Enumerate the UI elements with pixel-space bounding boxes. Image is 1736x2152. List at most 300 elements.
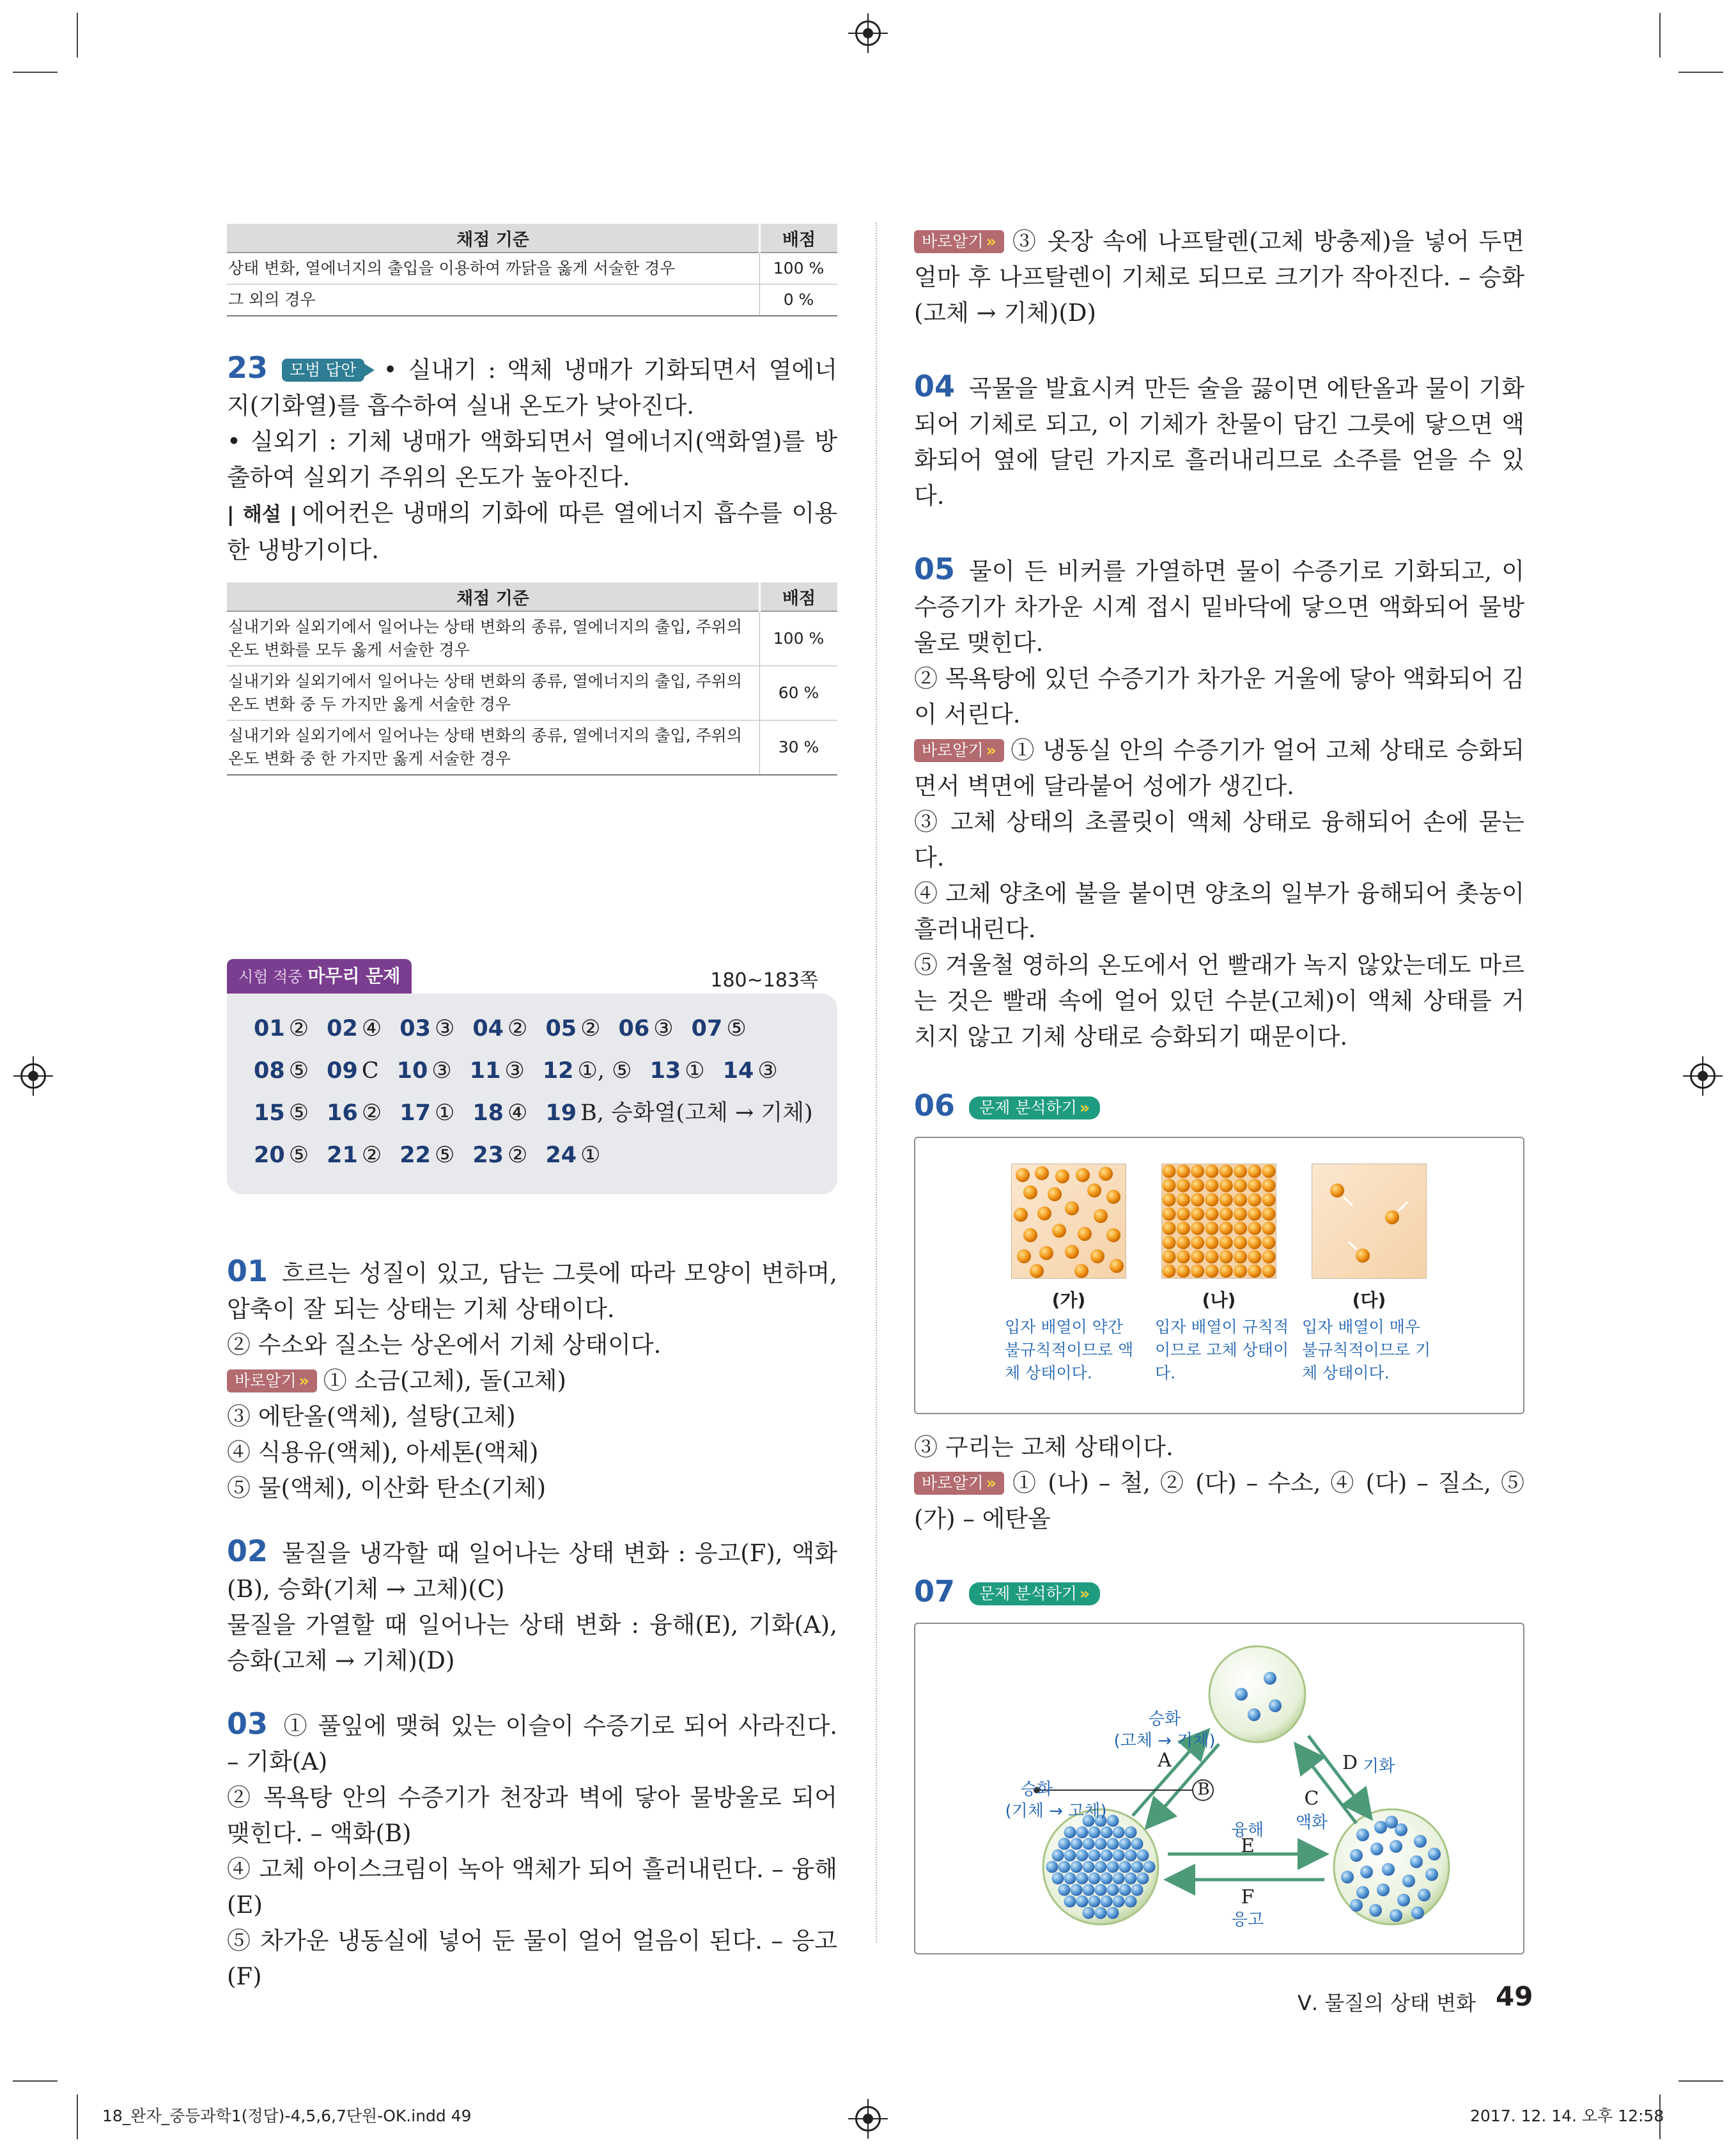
answer-line: ③ 에탄올(액체), 설탕(고체) xyxy=(227,1403,516,1430)
particle xyxy=(1087,1183,1101,1197)
particle xyxy=(1137,1850,1149,1862)
particle xyxy=(1390,1909,1402,1922)
answer-number: 08 xyxy=(254,1058,285,1084)
answer-number: 14 xyxy=(722,1058,754,1084)
score-table-23 xyxy=(227,582,837,776)
state-caption: 입자 배열이 규칙적이므로 고체 상태이다. xyxy=(1155,1318,1289,1382)
solid-particles-image xyxy=(1161,1164,1276,1279)
particle xyxy=(1177,1236,1190,1249)
particle xyxy=(1046,1861,1058,1873)
particle xyxy=(1119,1884,1131,1896)
crop-mark xyxy=(1659,13,1661,58)
particle xyxy=(1262,1222,1276,1235)
particle xyxy=(1131,1884,1143,1896)
answer-number: 15 xyxy=(254,1100,285,1126)
particle xyxy=(1248,1222,1261,1235)
particle xyxy=(1377,1883,1390,1896)
registration-mark-icon xyxy=(855,20,881,46)
baro-tag xyxy=(227,1369,317,1392)
particle xyxy=(1143,1861,1156,1873)
table-cell: 0 % xyxy=(760,285,838,316)
particle xyxy=(1107,1861,1119,1873)
particle xyxy=(1039,1246,1053,1260)
particle xyxy=(1163,1265,1176,1278)
answer-item xyxy=(254,1100,309,1126)
answer-value: ⑤ xyxy=(288,1142,309,1168)
explanation-label: | 해설 | xyxy=(227,503,297,526)
answer-item xyxy=(545,1142,600,1168)
question-05 xyxy=(914,551,1524,1055)
answer-line: ④ 고체 양초에 불을 붙이면 양초의 일부가 융해되어 촛농이 흘러내린다. xyxy=(914,880,1524,943)
particle xyxy=(1248,1193,1261,1206)
registration-mark-icon xyxy=(1690,1063,1716,1089)
answer-number: 17 xyxy=(399,1100,431,1126)
table-cell: 상태 변화, 열에너지의 출입을 이용하여 까닭을 옳게 서술한 경우 xyxy=(227,253,760,285)
model-answer-tag: 모범 답안 xyxy=(282,359,364,382)
particle xyxy=(1220,1250,1233,1263)
particle xyxy=(1095,1884,1107,1896)
answer-pages: 180~183쪽 xyxy=(710,969,818,992)
answer-line: ① (나) – 철, ② (다) – 수소, ④ (다) – 질소, ⑤ (가) – 에탄올 xyxy=(914,1469,1524,1532)
particle xyxy=(1037,1206,1051,1220)
question-text: 물질을 가열할 때 일어나는 상태 변화 : 융해(E), 기화(A), 승화(고체 → 기체)(D) xyxy=(227,1611,837,1674)
state-change-diagram xyxy=(914,1623,1524,1954)
particle xyxy=(1071,1861,1083,1873)
answer-item xyxy=(327,1100,382,1126)
particle xyxy=(1262,1165,1276,1178)
particle xyxy=(1350,1899,1363,1912)
particle xyxy=(1071,1838,1083,1850)
particle xyxy=(1089,1850,1101,1862)
answer-number: 03 xyxy=(399,1016,431,1041)
particle xyxy=(1220,1179,1233,1192)
answer-value: ⑤ xyxy=(288,1058,309,1084)
particle xyxy=(1163,1193,1176,1206)
particle xyxy=(1234,1207,1247,1220)
particle xyxy=(1125,1873,1137,1885)
particle xyxy=(1191,1265,1204,1278)
crop-mark xyxy=(1678,72,1723,73)
particle xyxy=(1058,1884,1071,1896)
particle xyxy=(1107,1884,1119,1896)
particle xyxy=(1248,1179,1261,1192)
particle xyxy=(1191,1179,1204,1192)
particle xyxy=(1234,1193,1247,1206)
particle xyxy=(1220,1165,1233,1178)
particle xyxy=(1110,1259,1124,1273)
analysis-tag-label: 문제 분석하기 xyxy=(979,1098,1077,1117)
particle xyxy=(1191,1165,1204,1178)
answer-number: 05 xyxy=(545,1016,577,1041)
answer-row xyxy=(254,1134,825,1176)
question-text: 물질을 냉각할 때 일어나는 상태 변화 : 응고(F), 액화(B), 승화(기체 → 고체)(C) xyxy=(227,1540,837,1603)
particle xyxy=(1262,1179,1276,1192)
particle xyxy=(1191,1193,1204,1206)
particle xyxy=(1234,1179,1247,1192)
particle xyxy=(1418,1889,1430,1901)
answer-line: ① 소금(고체), 돌(고체) xyxy=(323,1367,566,1394)
particle xyxy=(1205,1193,1218,1206)
particle xyxy=(1262,1193,1276,1206)
answer-line: • 실외기 : 기체 냉매가 액화되면서 열에너지(액화열)를 방출하여 실외기 주위의 온도가 높아진다. xyxy=(227,428,837,491)
particle xyxy=(1205,1207,1218,1220)
table-cell: 실내기와 실외기에서 일어나는 상태 변화의 종류, 열에너지의 출입, 주위의 온도 변화를 모두 옳게 서술한 경우 xyxy=(227,611,760,666)
table-cell: 60 % xyxy=(760,666,838,721)
registration-mark-icon xyxy=(855,2106,881,2132)
answer-value: ② xyxy=(361,1100,382,1126)
particle xyxy=(1083,1838,1095,1850)
liquefaction-label: 액화 xyxy=(1295,1813,1328,1832)
answer-line: ④ 고체 아이스크림이 녹아 액체가 되어 흘러내린다. – 융해(E) xyxy=(227,1855,837,1919)
answer-number: 19 xyxy=(545,1100,577,1126)
particle xyxy=(1220,1236,1233,1249)
particle xyxy=(1101,1850,1113,1862)
particle xyxy=(1385,1816,1398,1828)
state-caption: 입자 배열이 매우 불규칙적이므로 기체 상태이다. xyxy=(1302,1318,1431,1382)
table-header-points: 배점 xyxy=(760,224,838,253)
table-header-criteria: 채점 기준 xyxy=(227,582,760,611)
particle xyxy=(1090,1249,1104,1263)
particle xyxy=(1095,1838,1107,1850)
question-06-answers xyxy=(914,1430,1524,1537)
answer-number: 12 xyxy=(542,1058,574,1084)
particle xyxy=(1177,1222,1190,1235)
answer-item xyxy=(254,1142,309,1168)
answer-line: ⑤ 물(액체), 이산화 탄소(기체) xyxy=(227,1474,546,1502)
particle xyxy=(1177,1179,1190,1192)
answer-number: 09 xyxy=(327,1058,358,1084)
particle xyxy=(1205,1165,1218,1178)
answer-number: 16 xyxy=(327,1100,358,1126)
particle xyxy=(1052,1224,1066,1238)
answer-number: 23 xyxy=(472,1142,504,1168)
answer-value: ④ xyxy=(361,1016,382,1041)
crop-mark xyxy=(13,2080,58,2082)
particle xyxy=(1076,1168,1090,1182)
particle xyxy=(1023,1228,1037,1242)
arrow-label-c: C xyxy=(1304,1788,1319,1810)
particle xyxy=(1428,1848,1441,1860)
right-column xyxy=(914,224,1524,1954)
table-cell: 실내기와 실외기에서 일어나는 상태 변화의 종류, 열에너지의 출입, 주위의 온도 변화 중 두 가지만 옳게 서술한 경우 xyxy=(227,666,760,721)
particle xyxy=(1414,1835,1427,1848)
question-06 xyxy=(914,1088,1524,1537)
freezing-label: 응고 xyxy=(1231,1910,1264,1930)
crop-mark xyxy=(13,72,58,73)
particle xyxy=(1163,1207,1176,1220)
answer-value: ② xyxy=(288,1016,309,1041)
particle xyxy=(1402,1875,1415,1887)
answer-line: ② 목욕탕에 있던 수증기가 차가운 거울에 닿아 액화되어 김이 서린다. xyxy=(914,665,1524,728)
score-table-22 xyxy=(227,224,837,316)
particle xyxy=(1248,1250,1261,1263)
particle xyxy=(1058,1838,1071,1850)
particle xyxy=(1425,1868,1438,1881)
particle xyxy=(1101,1873,1113,1885)
particle xyxy=(1030,1264,1044,1278)
state-caption: 입자 배열이 약간 불규칙적이므로 액체 상태이다. xyxy=(1005,1318,1134,1382)
answer-row xyxy=(254,1008,825,1050)
particle xyxy=(1350,1849,1363,1862)
answer-line: ③ 고체 상태의 초콜릿이 액체 상태로 융해되어 손에 묻는다. xyxy=(914,808,1524,871)
question-number: 23 xyxy=(227,350,268,385)
gas-particles-image xyxy=(1312,1164,1427,1279)
answer-value: ② xyxy=(361,1142,382,1168)
chevron-right-icon: » xyxy=(298,1371,309,1390)
answer-value: B, 승화열(고체 → 기체) xyxy=(580,1100,813,1126)
particle xyxy=(1191,1222,1204,1235)
particle xyxy=(1099,1167,1113,1181)
particle xyxy=(1094,1209,1108,1223)
answer-row xyxy=(254,1092,825,1134)
particle xyxy=(1177,1207,1190,1220)
particle xyxy=(1119,1861,1131,1873)
table-row xyxy=(227,285,837,316)
chapter-title: Ⅴ. 물질의 상태 변화 xyxy=(1298,1991,1476,2015)
particle xyxy=(1382,1863,1395,1876)
particle xyxy=(1411,1906,1424,1919)
answer-item xyxy=(619,1016,674,1041)
particle xyxy=(1397,1894,1410,1906)
chevron-right-icon: » xyxy=(1079,1584,1090,1603)
particle xyxy=(1356,1886,1369,1899)
answer-item xyxy=(650,1058,705,1084)
answer-item xyxy=(472,1142,527,1168)
table-row xyxy=(227,253,837,285)
answer-tab xyxy=(227,959,412,994)
sublimation-up-label: 승화 xyxy=(1148,1710,1181,1729)
arrow-label-d: D xyxy=(1342,1752,1358,1774)
answer-line: ④ 식용유(액체), 아세톤(액체) xyxy=(227,1439,539,1466)
particle xyxy=(1083,1884,1095,1896)
particle xyxy=(1131,1861,1143,1873)
particle xyxy=(1125,1896,1137,1908)
table-row xyxy=(227,611,837,666)
baro-tag-label: 바로알기 xyxy=(922,1474,984,1492)
particle xyxy=(1248,1236,1261,1249)
chevron-right-icon: » xyxy=(986,232,996,251)
answer-line: • 실내기 : 액체 냉매가 기화되면서 열에너지(기화열)를 흡수하여 실내 온도가 낮아진다. xyxy=(227,356,837,419)
particle xyxy=(1370,1843,1383,1855)
answer-item xyxy=(397,1058,452,1084)
particle xyxy=(1076,1827,1089,1839)
particle xyxy=(1191,1207,1204,1220)
particle xyxy=(1065,1201,1079,1215)
answer-number: 20 xyxy=(254,1142,285,1168)
question-text: 곡물을 발효시켜 만든 술을 끓이면 에탄올과 물이 기화되어 기체로 되고, 이 기체가 찬물이 담긴 그릇에 닿으면 액화되어 옆에 달린 가지로 흘러내리므로 소주를 얻을 수 있다. xyxy=(914,375,1524,510)
answer-value: ② xyxy=(508,1016,528,1041)
answer-summary xyxy=(227,959,837,1194)
particle xyxy=(1052,1850,1064,1862)
chevron-right-icon: » xyxy=(986,1474,996,1492)
baro-tag-label: 바로알기 xyxy=(922,232,984,251)
particle xyxy=(1107,1838,1119,1850)
table-row xyxy=(227,721,837,776)
answer-number: 06 xyxy=(618,1016,650,1041)
particle xyxy=(1177,1250,1190,1263)
answer-number: 07 xyxy=(691,1016,723,1041)
table-cell: 그 외의 경우 xyxy=(227,285,760,316)
particle xyxy=(1137,1873,1149,1885)
page-number: 49 xyxy=(1496,1981,1533,2012)
answer-line: ③ 옷장 속에 나프탈렌(고체 방충제)을 넣어 두면 얼마 후 나프탈렌이 기체로 되므로 크기가 작아진다. – 승화(고체 → 기체)(D) xyxy=(914,228,1524,327)
question-number: 07 xyxy=(914,1574,956,1609)
particle xyxy=(1341,1871,1354,1883)
print-slug-date: 2017. 12. 14. 오후 12:58 xyxy=(1470,2107,1664,2125)
question-03 xyxy=(227,1706,837,1995)
particle xyxy=(1058,1861,1071,1873)
answer-number: 04 xyxy=(472,1016,504,1041)
particle xyxy=(1078,1227,1092,1241)
answer-number: 24 xyxy=(545,1142,577,1168)
answer-number: 18 xyxy=(472,1100,504,1126)
answer-value: ④ xyxy=(508,1100,528,1126)
particle xyxy=(1106,1228,1120,1242)
particle xyxy=(1163,1236,1176,1249)
analysis-tag xyxy=(969,1096,1100,1119)
baro-tag xyxy=(914,739,1004,762)
baro-tag-label: 바로알기 xyxy=(235,1371,297,1390)
particle xyxy=(1023,1185,1037,1199)
question-text: 물이 든 비커를 가열하면 물이 수증기로 기화되고, 이 수증기가 차가운 시계 접시 밑바닥에 닿으면 액화되어 물방울로 맺힌다. xyxy=(914,557,1524,657)
particle xyxy=(1065,1245,1079,1259)
particle xyxy=(1262,1265,1276,1278)
particle xyxy=(1248,1165,1261,1178)
particle xyxy=(1410,1855,1423,1868)
answer-value: ③ xyxy=(653,1016,674,1041)
particle xyxy=(1083,1907,1095,1919)
question-number: 05 xyxy=(914,552,956,586)
answer-number: 11 xyxy=(469,1058,501,1084)
table-header-points: 배점 xyxy=(760,582,838,611)
state-label: (나) xyxy=(1202,1290,1236,1311)
answer-line: ① 냉동실 안의 수증기가 얼어 고체 상태로 승화되면서 벽면에 달라붙어 성에가 생긴다. xyxy=(914,737,1524,800)
answer-item xyxy=(254,1016,309,1041)
sublimation-down-label: 승화 xyxy=(1020,1780,1053,1799)
sublimation-down-paren: (기체 → 고체) xyxy=(1005,1802,1107,1821)
answer-item xyxy=(327,1142,382,1168)
particle xyxy=(1205,1265,1218,1278)
answer-item xyxy=(399,1100,454,1126)
arrow-label-a: A xyxy=(1158,1749,1172,1772)
question-number: 04 xyxy=(914,369,956,403)
melting-label: 융해 xyxy=(1231,1821,1264,1840)
answer-value: ② xyxy=(508,1142,528,1168)
baro-tag-label: 바로알기 xyxy=(922,741,984,760)
particle xyxy=(1014,1208,1028,1222)
particle xyxy=(1248,1207,1261,1220)
answer-number: 21 xyxy=(327,1142,358,1168)
particle xyxy=(1016,1168,1030,1182)
vaporization-label: 기화 xyxy=(1363,1757,1395,1776)
answer-item xyxy=(254,1058,309,1084)
particle xyxy=(1205,1179,1218,1192)
answer-value: ③ xyxy=(431,1058,452,1084)
answer-tab-title: 마무리 문제 xyxy=(307,965,401,986)
answer-item xyxy=(399,1016,454,1041)
particle xyxy=(1125,1827,1137,1839)
particle xyxy=(1177,1165,1190,1178)
crop-mark xyxy=(77,13,78,58)
particle xyxy=(1089,1896,1101,1908)
answer-value: ③ xyxy=(504,1058,525,1084)
question-number: 02 xyxy=(227,1534,268,1568)
question-03-continued xyxy=(914,224,1524,331)
answer-line: ① 풀잎에 맺혀 있는 이슬이 수증기로 되어 사라진다. – 기화(A) xyxy=(227,1712,837,1775)
particle xyxy=(1095,1861,1107,1873)
particle xyxy=(1017,1249,1031,1263)
answer-line: ⑤ 차가운 냉동실에 넣어 둔 물이 얼어 얼음이 된다. – 응고(F) xyxy=(227,1927,837,1990)
sublimation-up-paren: (고체 → 기체) xyxy=(1113,1731,1216,1750)
question-text: 흐르는 성질이 있고, 담는 그릇에 따라 모양이 변하며, 압축이 잘 되는 상태는 기체 상태이다. xyxy=(227,1259,837,1323)
particle xyxy=(1262,1207,1276,1220)
answer-item xyxy=(545,1016,600,1041)
particle xyxy=(1076,1873,1089,1885)
particle xyxy=(1113,1827,1125,1839)
particle xyxy=(1220,1265,1233,1278)
answer-value: ⑤ xyxy=(726,1016,747,1041)
answer-value: ⑤ xyxy=(288,1100,309,1126)
particle xyxy=(1035,1166,1049,1180)
answer-line: ② 수소와 질소는 상온에서 기체 상태이다. xyxy=(227,1331,662,1359)
particle xyxy=(1076,1896,1089,1908)
particle xyxy=(1220,1207,1233,1220)
answer-item xyxy=(723,1058,778,1084)
particle xyxy=(1369,1904,1382,1917)
particle xyxy=(1234,1222,1247,1235)
particle xyxy=(1113,1850,1125,1862)
table-cell: 실내기와 실외기에서 일어나는 상태 변화의 종류, 열에너지의 출입, 주위의 온도 변화 중 한 가지만 옳게 서술한 경우 xyxy=(227,721,760,776)
particle xyxy=(1248,1265,1261,1278)
answer-number: 10 xyxy=(396,1058,428,1084)
particle xyxy=(1220,1193,1233,1206)
answer-line: ② 목욕탕 안의 수증기가 천장과 벽에 닿아 물방울로 되어 맺힌다. – 액화(B) xyxy=(227,1784,837,1847)
table-header-criteria: 채점 기준 xyxy=(227,224,760,253)
particle xyxy=(1071,1884,1083,1896)
answer-number: 02 xyxy=(327,1016,358,1041)
particle xyxy=(1074,1264,1089,1278)
answer-value: ①, ⑤ xyxy=(577,1058,632,1084)
particle xyxy=(1055,1169,1069,1183)
particle xyxy=(1113,1873,1125,1885)
particle xyxy=(1107,1907,1119,1919)
particle xyxy=(1064,1873,1076,1885)
explanation-text: 에어컨은 냉매의 기화에 따른 열에너지 흡수를 이용한 냉방기이다. xyxy=(227,499,837,564)
particle xyxy=(1177,1265,1190,1278)
particle-arrangement-figure xyxy=(914,1137,1524,1414)
particle xyxy=(1113,1896,1125,1908)
baro-tag xyxy=(914,230,1004,253)
arrow-label-b: B xyxy=(1197,1780,1210,1799)
question-number: 03 xyxy=(227,1706,268,1741)
left-column-lower xyxy=(227,1253,837,1995)
particle xyxy=(1064,1896,1076,1908)
particle xyxy=(1163,1222,1176,1235)
particle xyxy=(1205,1250,1218,1263)
answer-item xyxy=(470,1058,525,1084)
print-slug-file: 18_완자_중등과학1(정답)-4,5,6,7단원-OK.indd 49 xyxy=(102,2107,472,2125)
answer-item xyxy=(327,1016,382,1041)
particle xyxy=(1119,1838,1131,1850)
particle xyxy=(1262,1250,1276,1263)
particle xyxy=(1191,1250,1204,1263)
arrow-label-e: E xyxy=(1241,1835,1255,1857)
table-cell: 100 % xyxy=(760,611,838,666)
answer-value: ① xyxy=(685,1058,705,1084)
particle xyxy=(1131,1838,1143,1850)
particle xyxy=(1177,1193,1190,1206)
table-cell: 30 % xyxy=(760,721,838,776)
